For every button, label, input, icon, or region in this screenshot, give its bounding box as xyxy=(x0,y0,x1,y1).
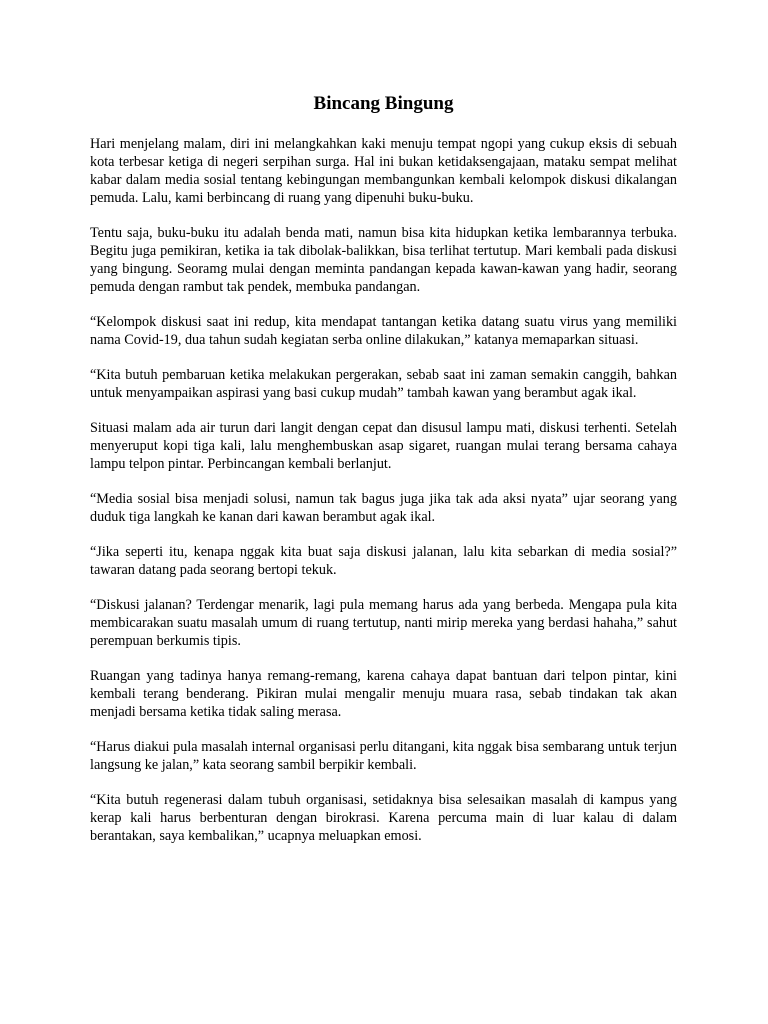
document-page xyxy=(90,90,677,862)
paragraph-10: “Harus diakui pula masalah internal organisasi perlu ditangani, kita nggak bisa sembarang untuk terjun langsung ke jalan,” kata seorang sambil berpikir kembali. xyxy=(90,739,677,773)
paragraph-5: Situasi malam ada air turun dari langit dengan cepat dan disusul lampu mati, diskusi terhenti. Setelah menyeruput kopi tiga kali, lalu menghembuskan asap sigaret, ruangan mulai terang bersama cahaya lampu telpon pintar. Perbincangan kembali berlanjut. xyxy=(90,420,677,472)
paragraph-4: “Kita butuh pembaruan ketika melakukan pergerakan, sebab saat ini zaman semakin canggih, bahkan untuk menyampaikan aspirasi yang basi cukup mudah” tambah kawan yang berambut agak ikal. xyxy=(90,367,677,401)
document-title: Bincang Bingung xyxy=(313,93,454,114)
paragraph-11: “Kita butuh regenerasi dalam tubuh organisasi, setidaknya bisa selesaikan masalah di kampus yang kerap kali harus berbenturan dengan birokrasi. Karena percuma main di luar kalau di dalam berantakan, saya kembalikan,” ucapnya meluapkan emosi. xyxy=(90,792,677,844)
paragraph-6: “Media sosial bisa menjadi solusi, namun tak bagus juga jika tak ada aksi nyata” ujar seorang yang duduk tiga langkah ke kanan dari kawan berambut agak ikal. xyxy=(90,491,677,525)
paragraph-9: Ruangan yang tadinya hanya remang-remang, karena cahaya dapat bantuan dari telpon pintar, kini kembali terang benderang. Pikiran mulai mengalir menuju muara rasa, sebab tindakan tak akan menjadi bersama ketika tidak saling merasa. xyxy=(90,668,677,720)
paragraph-1: Hari menjelang malam, diri ini melangkahkan kaki menuju tempat ngopi yang cukup eksis di sebuah kota terbesar ketiga di negeri serpihan surga. Hal ini bukan ketidaksengajaan, mataku sempat melihat kabar dalam media sosial tentang kebingungan membangunkan kembali kelompok diskusi dikalangan pemuda. Lalu, kami berbincang di ruang yang dipenuhi buku-buku. xyxy=(90,136,677,206)
paragraph-7: “Jika seperti itu, kenapa nggak kita buat saja diskusi jalanan, lalu kita sebarkan di media sosial?” tawaran datang pada seorang bertopi tekuk. xyxy=(90,544,677,578)
paragraph-8: “Diskusi jalanan? Terdengar menarik, lagi pula memang harus ada yang berbeda. Mengapa pula kita membicarakan suatu masalah umum di ruang tertutup, nanti mirip mereka yang berdasi hahaha,” sahut perempuan berkumis tipis. xyxy=(90,597,677,649)
paragraph-2: Tentu saja, buku-buku itu adalah benda mati, namun bisa kita hidupkan ketika lembarannya terbuka. Begitu juga pemikiran, ketika ia tak dibolak-balikkan, bisa terlihat tertutup. Mari kembali pada diskusi yang bingung. Seoramg mulai dengan meminta pandangan kepada kawan-kawan yang hadir, seorang pemuda dengan rambut tak pendek, membuka pandangan. xyxy=(90,225,677,295)
paragraph-3: “Kelompok diskusi saat ini redup, kita mendapat tantangan ketika datang suatu virus yang memiliki nama Covid-19, dua tahun sudah kegiatan serba online dilakukan,” katanya memaparkan situasi. xyxy=(90,314,677,348)
